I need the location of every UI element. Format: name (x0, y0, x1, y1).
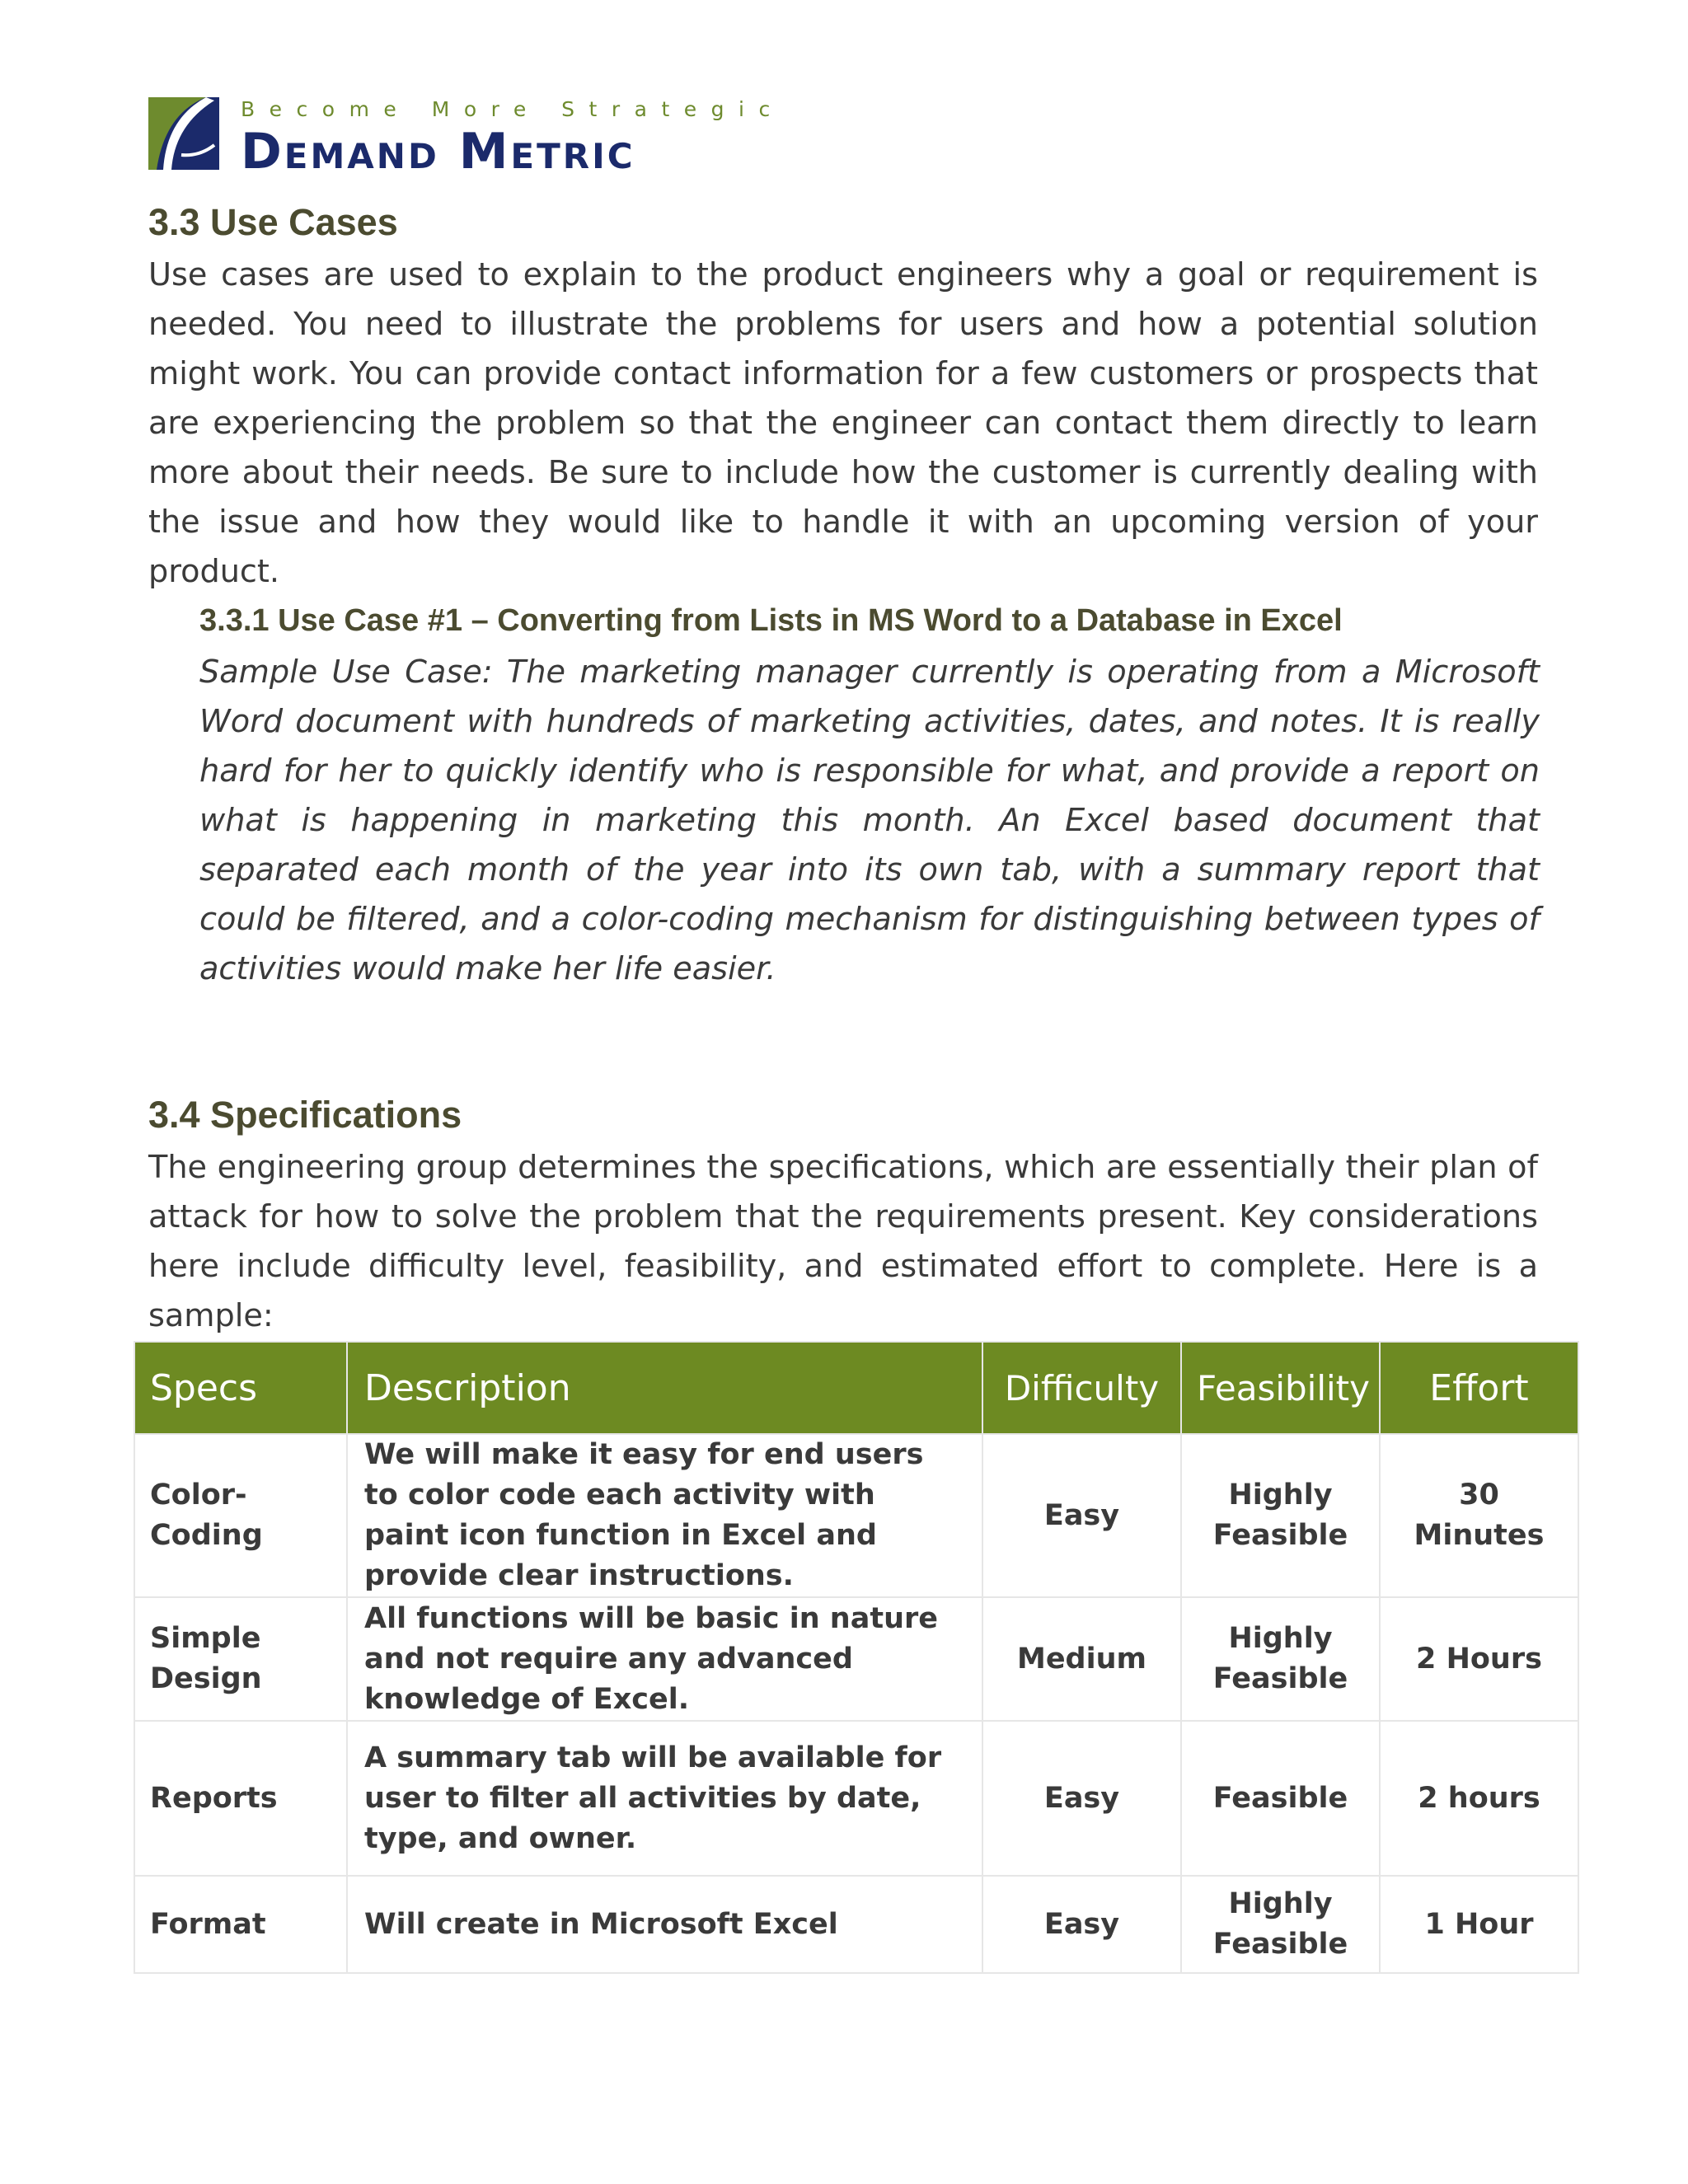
cell-feasibility: Highly Feasible (1181, 1876, 1380, 1973)
cell-description: Will create in Microsoft Excel (347, 1876, 982, 1973)
header-specs: Specs (134, 1342, 347, 1434)
cell-description: A summary tab will be available for user to filter all activities by date, type, and owner. (347, 1721, 982, 1876)
demand-metric-logo (148, 97, 791, 180)
logo-tagline: Become More Strategic (241, 97, 785, 121)
specifications-paragraph: The engineering group determines the specifications, which are essentially their plan of attack for how to solve the problem that the requirements present. Key considerations here include difficulty level, feasibility, and estimated effort to complete. Here is a sample: (148, 1150, 1538, 1334)
cell-difficulty: Easy (982, 1434, 1181, 1597)
header-difficulty: Difficulty (982, 1342, 1181, 1434)
header-effort: Effort (1380, 1342, 1578, 1434)
cell-difficulty: Easy (982, 1876, 1181, 1973)
cell-feasibility: Feasible (1181, 1721, 1380, 1876)
cell-difficulty: Medium (982, 1597, 1181, 1721)
specifications-table (134, 1341, 1579, 1974)
table-row (134, 1434, 1578, 1597)
cell-description: We will make it easy for end users to color code each activity with paint icon function in Excel and provide clear instructions. (347, 1434, 982, 1597)
cell-spec: Format (134, 1876, 347, 1973)
cell-feasibility: Highly Feasible (1181, 1434, 1380, 1597)
cell-difficulty: Easy (982, 1721, 1181, 1876)
header-feasibility: Feasibility (1181, 1342, 1380, 1434)
section-heading-use-cases: 3.3 Use Cases (148, 201, 398, 243)
cell-effort: 30 Minutes (1380, 1434, 1578, 1597)
cell-effort: 2 Hours (1380, 1597, 1578, 1721)
cell-effort: 1 Hour (1380, 1876, 1578, 1973)
use-case-1-paragraph: Sample Use Case: The marketing manager currently is operating from a Microsoft Word document with hundreds of marketing activities, dates, and notes. It is really hard for her to quickly identify who is responsible for what, and provide a report on what is happening in marketing this month. An Excel based document that separated each month of the year into its own tab, with a summary report that could be filtered, and a color-coding mechanism for distinguishing between types of activities would make her life easier. (199, 654, 1540, 987)
logo-brand-name: Demand Metric (241, 123, 635, 180)
table-header-row (134, 1342, 1578, 1434)
table-row (134, 1597, 1578, 1721)
logo-mark-icon (148, 97, 219, 170)
subsection-heading-use-case-1: 3.3.1 Use Case #1 – Converting from Lists in MS Word to a Database in Excel (199, 603, 1343, 638)
cell-spec: Color-Coding (134, 1434, 347, 1597)
cell-spec: Simple Design (134, 1597, 347, 1721)
header-description: Description (347, 1342, 982, 1434)
cell-effort: 2 hours (1380, 1721, 1578, 1876)
cell-feasibility: Highly Feasible (1181, 1597, 1380, 1721)
cell-spec: Reports (134, 1721, 347, 1876)
section-heading-specifications: 3.4 Specifications (148, 1094, 462, 1136)
table-row (134, 1721, 1578, 1876)
table-row (134, 1876, 1578, 1973)
cell-description: All functions will be basic in nature and not require any advanced knowledge of Excel. (347, 1597, 982, 1721)
use-cases-paragraph: Use cases are used to explain to the product engineers why a goal or requirement is needed. You need to illustrate the problems for users and how a potential solution might work. You can provide contact information for a few customers or prospects that are experiencing the problem so that the engineer can contact them directly to learn more about their needs. Be sure to include how the customer is currently dealing with the issue and how they would like to handle it with an upcoming version of your product. (148, 257, 1538, 590)
